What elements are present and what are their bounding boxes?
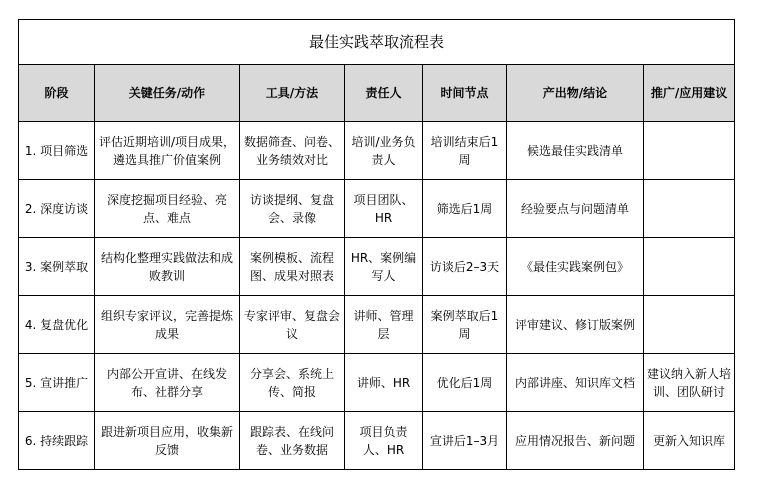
cell-stage: 6. 持续跟踪	[19, 412, 95, 470]
cell-tools: 数据筛查、问卷、业务绩效对比	[240, 122, 345, 180]
cell-stage: 5. 宣讲推广	[19, 354, 95, 412]
header-outputs: 产出物/结论	[507, 65, 644, 122]
cell-owner: 讲师、管理层	[345, 296, 423, 354]
cell-stage: 3. 案例萃取	[19, 238, 95, 296]
table-row	[19, 354, 735, 412]
cell-time: 培训结束后1周	[423, 122, 507, 180]
cell-promotion	[644, 238, 735, 296]
cell-tools: 专家评审、复盘会议	[240, 296, 345, 354]
table-row	[19, 180, 735, 238]
cell-owner: 项目团队、HR	[345, 180, 423, 238]
cell-owner: 讲师、HR	[345, 354, 423, 412]
cell-time: 筛选后1周	[423, 180, 507, 238]
cell-task: 深度挖掘项目经验、亮点、难点	[95, 180, 240, 238]
cell-task: 评估近期培训/项目成果，遴选具推广价值案例	[95, 122, 240, 180]
header-promotion: 推广/应用建议	[644, 65, 735, 122]
cell-tools: 分享会、系统上传、简报	[240, 354, 345, 412]
cell-time: 宣讲后1–3月	[423, 412, 507, 470]
cell-tools: 案例模板、流程图、成果对照表	[240, 238, 345, 296]
cell-output: 候选最佳实践清单	[507, 122, 644, 180]
table-row	[19, 296, 735, 354]
cell-task: 跟进新项目应用，收集新反馈	[95, 412, 240, 470]
cell-promotion: 建议纳入新人培训、团队研讨	[644, 354, 735, 412]
cell-output: 应用情况报告、新问题	[507, 412, 644, 470]
cell-output: 《最佳实践案例包》	[507, 238, 644, 296]
cell-owner: HR、案例编写人	[345, 238, 423, 296]
table-row	[19, 238, 735, 296]
cell-tools: 访谈提纲、复盘会、录像	[240, 180, 345, 238]
header-stage: 阶段	[19, 65, 95, 122]
cell-task: 组织专家评议，完善提炼成果	[95, 296, 240, 354]
header-timeline: 时间节点	[423, 65, 507, 122]
header-key-tasks: 关键任务/动作	[95, 65, 240, 122]
header-tools-methods: 工具/方法	[240, 65, 345, 122]
cell-promotion	[644, 296, 735, 354]
table-row	[19, 412, 735, 470]
title-row	[19, 20, 735, 65]
cell-promotion	[644, 122, 735, 180]
cell-stage: 2. 深度访谈	[19, 180, 95, 238]
header-owner: 责任人	[345, 65, 423, 122]
cell-task: 结构化整理实践做法和成败教训	[95, 238, 240, 296]
header-row	[19, 65, 735, 122]
cell-time: 优化后1周	[423, 354, 507, 412]
cell-output: 经验要点与问题清单	[507, 180, 644, 238]
table-title: 最佳实践萃取流程表	[19, 20, 735, 65]
cell-owner: 培训/业务负责人	[345, 122, 423, 180]
cell-time: 案例萃取后1周	[423, 296, 507, 354]
cell-tools: 跟踪表、在线问卷、业务数据	[240, 412, 345, 470]
cell-output: 内部讲座、知识库文档	[507, 354, 644, 412]
table-row	[19, 122, 735, 180]
cell-stage: 1. 项目筛选	[19, 122, 95, 180]
cell-promotion: 更新入知识库	[644, 412, 735, 470]
cell-time: 访谈后2–3天	[423, 238, 507, 296]
cell-output: 评审建议、修订版案例	[507, 296, 644, 354]
cell-owner: 项目负责人、HR	[345, 412, 423, 470]
cell-stage: 4. 复盘优化	[19, 296, 95, 354]
cell-task: 内部公开宣讲、在线发布、社群分享	[95, 354, 240, 412]
cell-promotion	[644, 180, 735, 238]
best-practice-table	[18, 19, 735, 470]
